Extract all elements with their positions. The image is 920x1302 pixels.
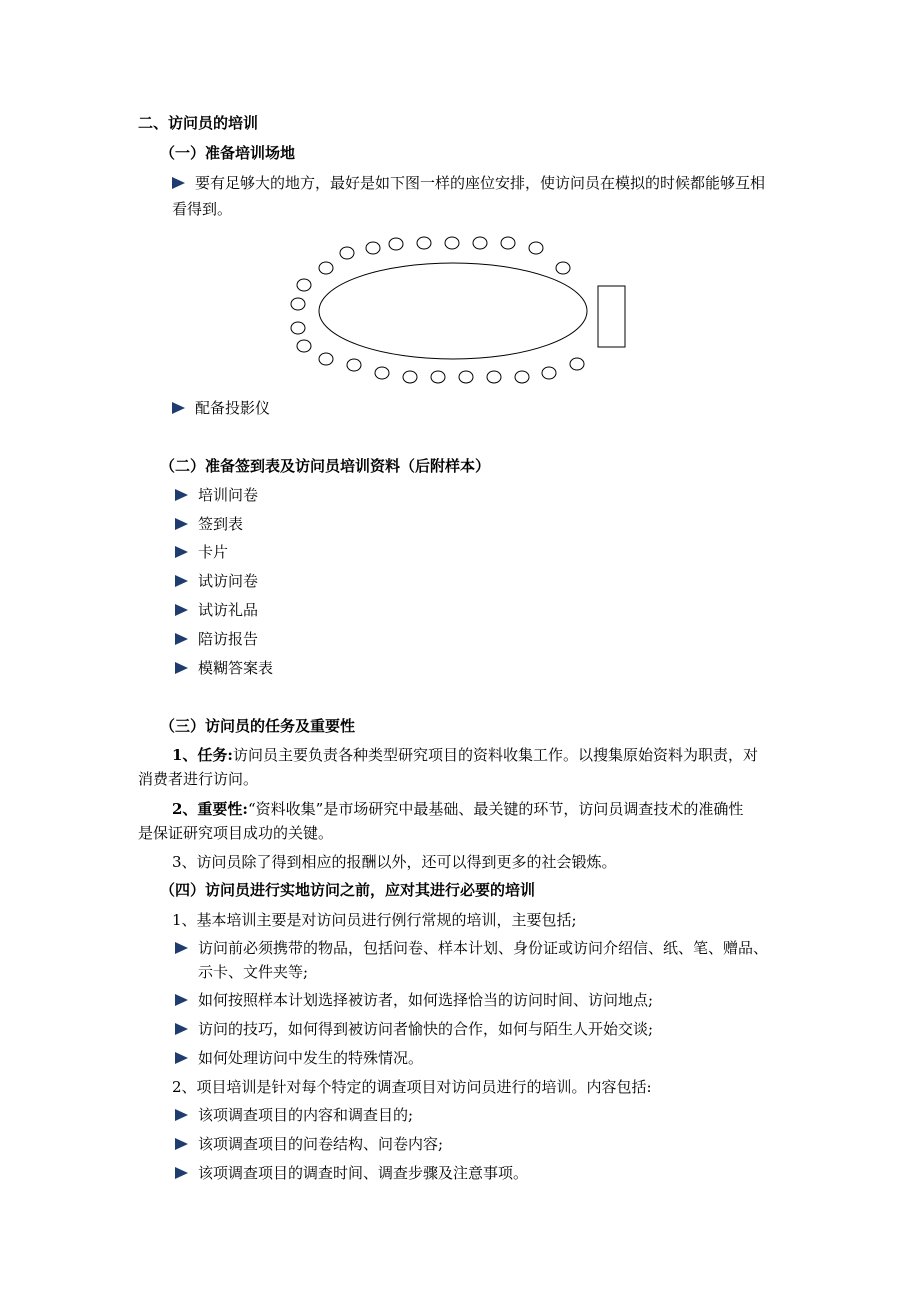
reward-paragraph: 3、访问员除了得到相应的报酬以外，还可以得到更多的社会锻炼。	[172, 853, 617, 871]
seat	[319, 353, 333, 365]
seat	[366, 242, 380, 254]
task-paragraph-line2: 消费者进行访问。	[138, 770, 259, 788]
bullet-text: 访问前必须携带的物品，包括问卷、样本计划、身份证或访问介绍信、纸、笔、赠品、	[198, 939, 769, 957]
bullet-text: 该项调查项目的内容和调查目的;	[198, 1106, 414, 1124]
seat	[487, 371, 501, 383]
triangle-bullet-icon	[175, 518, 188, 530]
triangle-bullet-icon	[175, 1023, 188, 1035]
seat	[319, 262, 333, 274]
seat	[417, 237, 431, 249]
section-title: 二、访问员的培训	[138, 114, 259, 132]
venue-text-line2: 看得到。	[172, 200, 233, 218]
bullet-text: 该项调查项目的问卷结构、问卷内容;	[198, 1135, 444, 1153]
seat	[291, 322, 305, 334]
seat	[389, 238, 403, 250]
triangle-bullet-icon	[175, 633, 188, 645]
bullet-text: 如何按照样本计划选择被访者，如何选择恰当的访问时间、访问地点;	[198, 991, 654, 1009]
seat	[297, 279, 311, 291]
subsection-2-title: （二）准备签到表及访问员培训资料（后附样本）	[160, 457, 491, 475]
material-item-label: 卡片	[198, 543, 229, 561]
importance-text: “资料收集”是市场研究中最基础、最关键的环节，访问员调查技术的准确性	[247, 800, 744, 818]
task-text: 访问员主要负责各种类型研究项目的资料收集工作。以搜集原始资料为职责，对	[232, 746, 758, 764]
projector-text: 配备投影仪	[195, 399, 271, 417]
importance-paragraph-line2: 是保证研究项目成功的关键。	[138, 824, 334, 842]
subsection-4-title: （四）访问员进行实地访问之前，应对其进行必要的培训	[160, 881, 536, 899]
triangle-bullet-icon	[175, 994, 188, 1006]
seat	[291, 298, 305, 310]
bullet-text: 该项调查项目的调查时间、调查步骤及注意事项。	[198, 1164, 529, 1182]
subsection-3-title: （三）访问员的任务及重要性	[160, 717, 356, 735]
bullet-text: 访问的技巧，如何得到被访问者愉快的合作，如何与陌生人开始交谈;	[198, 1020, 654, 1038]
triangle-bullet-icon	[175, 662, 188, 674]
material-item-label: 试访礼品	[198, 601, 259, 619]
seat	[297, 340, 311, 352]
triangle-bullet-icon	[175, 575, 188, 587]
seat	[473, 237, 487, 249]
conference-table	[319, 263, 587, 359]
importance-label: 2、重要性:	[172, 800, 248, 818]
importance-paragraph-line1	[172, 799, 743, 819]
project-training-paragraph: 2、项目培训是针对每个特定的调查项目对访问员进行的培训。内容包括:	[172, 1078, 652, 1096]
seats	[291, 237, 584, 383]
seat	[403, 371, 417, 383]
material-item-label: 培训问卷	[198, 486, 259, 504]
training-bullet-1-line2: 示卡、文件夹等;	[198, 963, 309, 981]
seat	[570, 358, 584, 370]
triangle-bullet-icon	[175, 942, 188, 954]
material-item-label: 试访问卷	[198, 572, 259, 590]
seat	[375, 367, 389, 379]
seat	[556, 262, 570, 274]
seat	[445, 237, 459, 249]
task-paragraph-line1	[172, 745, 758, 765]
triangle-bullet-icon	[175, 546, 188, 558]
seat	[431, 371, 445, 383]
triangle-bullet-icon	[175, 1109, 188, 1121]
triangle-bullet-icon	[175, 489, 188, 501]
seat	[529, 242, 543, 254]
triangle-bullet-icon	[175, 1167, 188, 1179]
task-label: 1、任务:	[172, 746, 233, 764]
material-item-label: 模糊答案表	[198, 659, 274, 677]
seat	[501, 237, 515, 249]
seat	[542, 367, 556, 379]
seat	[340, 247, 354, 259]
venue-text-line1: 要有足够大的地方，最好是如下图一样的座位安排，使访问员在模拟的时候都能够互相	[195, 174, 766, 192]
seat	[515, 371, 529, 383]
triangle-bullet-icon	[175, 1138, 188, 1150]
subsection-1-title: （一）准备培训场地	[160, 144, 296, 162]
seat	[459, 371, 473, 383]
triangle-bullet-icon	[175, 604, 188, 616]
seat	[347, 359, 361, 371]
basic-training-paragraph: 1、基本培训主要是对访问员进行例行常规的培训，主要包括;	[172, 911, 577, 929]
triangle-bullet-icon	[175, 1052, 188, 1064]
triangle-bullet-icon	[172, 402, 185, 414]
bullet-text: 如何处理访问中发生的特殊情况。	[198, 1049, 424, 1067]
material-item-label: 陪访报告	[198, 630, 259, 648]
material-item-label: 签到表	[198, 515, 244, 533]
projector-screen	[598, 286, 625, 347]
